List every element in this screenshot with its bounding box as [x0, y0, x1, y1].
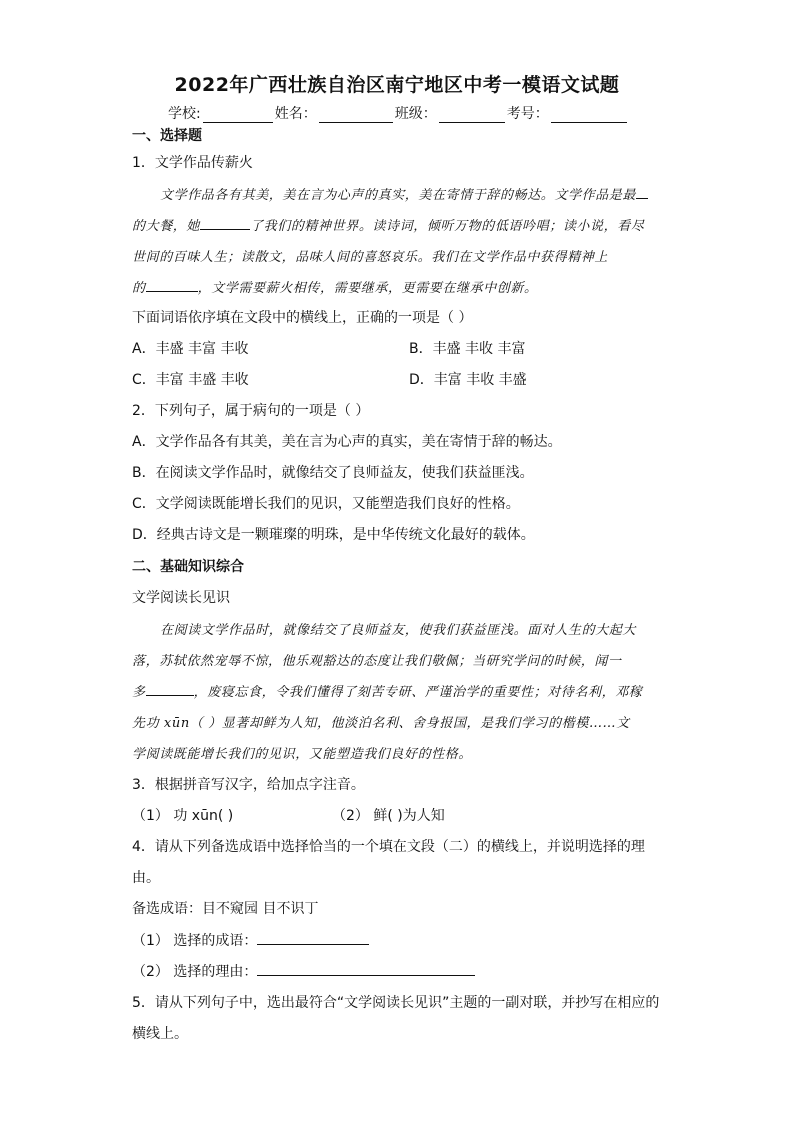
school-label: 学校:: [168, 106, 201, 122]
exam-no-label: 考号：: [506, 106, 549, 122]
q1-prompt: 下面词语依序填在文段中的横线上，正确的一项是（ ）: [132, 310, 473, 326]
passage2-blank[interactable]: [146, 682, 194, 696]
q1-option-c[interactable]: C．丰富 丰盛 丰收: [132, 372, 249, 388]
q2-option-b[interactable]: B．在阅读文学作品时，就像结交了良师益友，使我们获益匪浅。: [132, 465, 534, 481]
q2-option-d[interactable]: D．经典古诗文是一颗璀璨的明珠，是中华传统文化最好的载体。: [132, 527, 535, 543]
name-label: 姓名：: [274, 106, 317, 122]
section-heading-choice: 一、选择题: [132, 128, 202, 144]
class-blank[interactable]: [439, 108, 505, 123]
q4-candidates: 备选成语：目不窥园 目不识丁: [132, 901, 319, 917]
q2-option-a[interactable]: A．文学作品各有其美，美在言为心声的真实，美在寄情于辞的畅达。: [132, 434, 562, 450]
passage2-heading: 文学阅读长见识: [132, 590, 230, 606]
q1-blank-3[interactable]: [146, 278, 198, 292]
q3-heading: 3．根据拼音写汉字，给加点字注音。: [132, 777, 365, 793]
q4-item-2: （2） 选择的理由：: [132, 961, 475, 981]
q2-heading: 2．下列句子，属于病句的一项是（ ）: [132, 403, 370, 419]
q1-heading: 1．文学作品传薪火: [132, 155, 253, 171]
section-heading-basic: 二、基础知识综合: [132, 559, 244, 575]
q1-option-b[interactable]: B．丰盛 丰收 丰富: [409, 341, 526, 357]
student-info-row: [168, 103, 629, 123]
q4-answer-1-blank[interactable]: [257, 930, 369, 945]
q1-passage-line: 的大餐，她 了我们的精神世界。读诗词，倾听万物的低语吟唱；读小说，看尽: [132, 215, 644, 234]
passage2-line: 多 ，废寝忘食，令我们懂得了刻苦专研、严谨治学的重要性；对待名利，邓稼: [132, 681, 642, 700]
exam-no-blank[interactable]: [551, 108, 627, 123]
q2-option-c[interactable]: C．文学阅读既能增长我们的见识，又能塑造我们良好的性格。: [132, 496, 520, 512]
q4-item-1: （1） 选择的成语：: [132, 930, 369, 950]
q1-blank-2[interactable]: [200, 216, 250, 230]
q3-item-1[interactable]: （1） 功 xūn( ): [132, 808, 234, 824]
exam-title: 2022年广西壮族自治区南宁地区中考一模语文试题: [174, 74, 620, 96]
class-label: 班级：: [394, 106, 437, 122]
name-blank[interactable]: [319, 108, 393, 123]
q3-item-2[interactable]: （2） 鲜( )为人知: [332, 808, 445, 824]
q5-heading: 5．请从下列句子中，选出最符合“文学阅读长见识”主题的一副对联，并抄写在相应的: [132, 995, 660, 1011]
q1-passage-line: 文学作品各有其美，美在言为心声的真实，美在寄情于辞的畅达。文学作品是最: [160, 184, 648, 203]
school-blank[interactable]: [203, 108, 273, 123]
q1-option-a[interactable]: A．丰盛 丰富 丰收: [132, 341, 249, 357]
q1-option-d[interactable]: D．丰富 丰收 丰盛: [409, 372, 527, 388]
q4-heading: 4．请从下列备选成语中选择恰当的一个填在文段（二）的横线上，并说明选择的理: [132, 839, 645, 855]
q4-heading-cont: 由。: [132, 870, 160, 886]
passage2-line: 先功 xūn（ ）显著却鲜为人知，他淡泊名利、舍身报国，是我们学习的楷模……文: [132, 716, 630, 731]
passage2-line: 在阅读文学作品时，就像结交了良师益友，使我们获益匪浅。面对人生的大起大: [160, 623, 637, 638]
q4-answer-2-blank[interactable]: [257, 961, 475, 976]
q1-passage-line: 的 ，文学需要薪火相传，需要继承，更需要在继承中创新。: [132, 277, 538, 296]
q1-passage-line: 世间的百味人生；读散文，品味人间的喜怒哀乐。我们在文学作品中获得精神上: [132, 250, 609, 265]
q5-heading-cont: 横线上。: [132, 1026, 188, 1042]
passage2-line: 落，苏轼依然宠辱不惊，他乐观豁达的态度让我们敬佩；当研究学问的时候，闻一: [132, 654, 622, 669]
passage2-line: 学阅读既能增长我们的见识，又能塑造我们良好的性格。: [132, 747, 473, 762]
